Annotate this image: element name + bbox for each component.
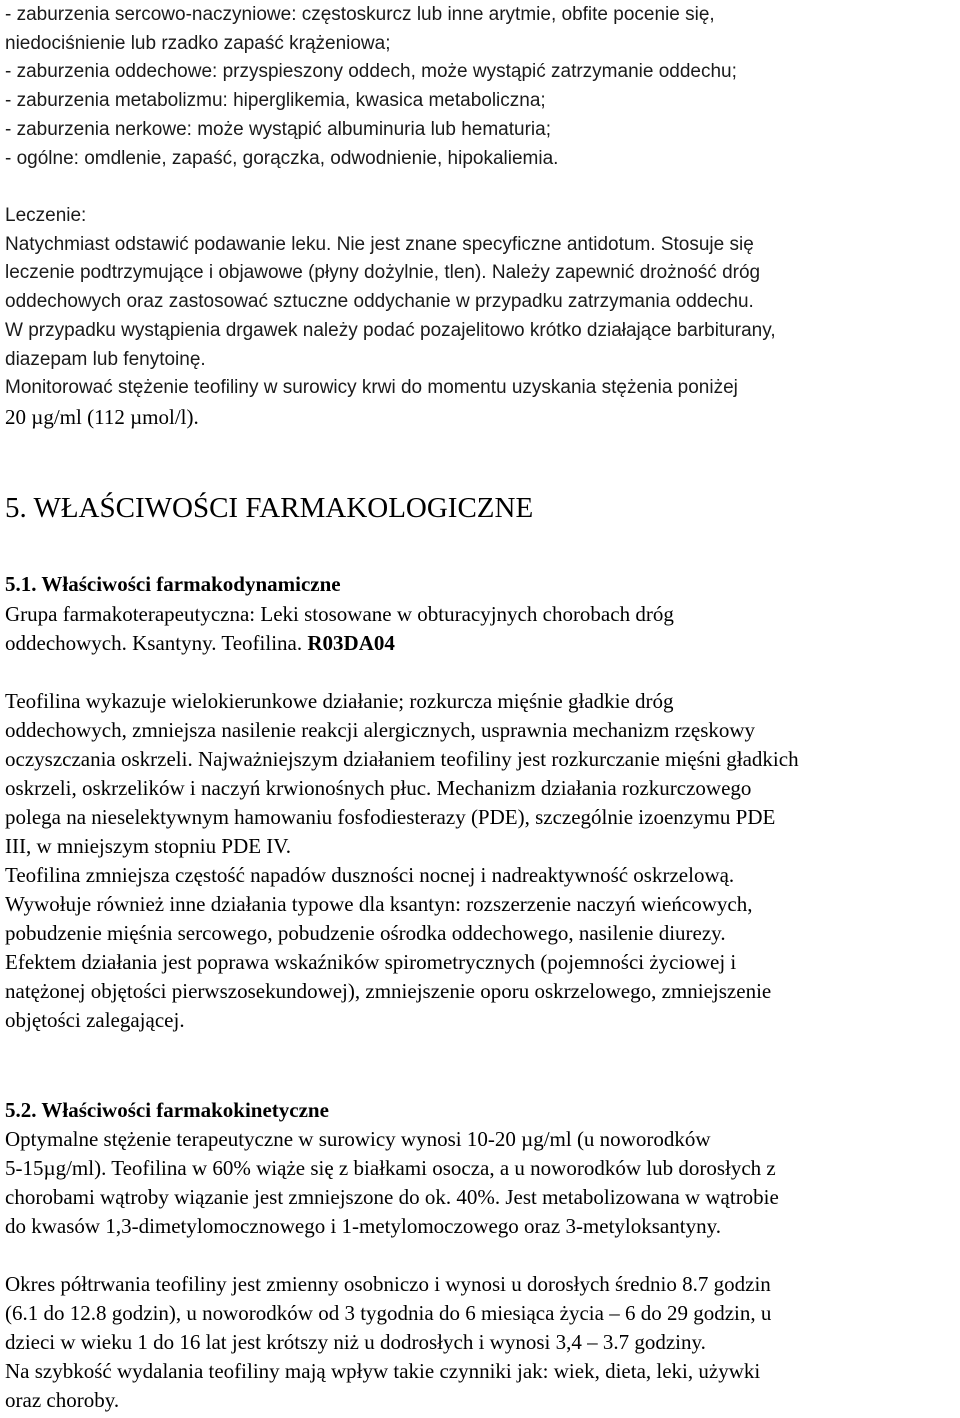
symptom-line: - zaburzenia nerkowe: może wystąpić albuminuria lub hematuria; <box>5 119 551 140</box>
section-5-2-title <box>5 1096 329 1125</box>
symptom-line: - zaburzenia sercowo-naczyniowe: częstoskurcz lub inne arytmie, obfite pocenie się, <box>5 4 715 25</box>
section-5-1-title <box>5 570 341 599</box>
pharmacodynamics-line: oddechowych, zmniejsza nasilenie reakcji alergicznych, usprawnia mechanizm rzęskowy <box>5 718 756 742</box>
pharmacodynamics-line: pobudzenie mięśnia sercowego, pobudzenie ośrodka oddechowego, nasilenie diurezy. <box>5 921 726 945</box>
pharmacodynamics-line: Teofilina zmniejsza częstość napadów duszności nocnej i nadreaktywność oskrzelową. <box>5 863 735 887</box>
pharmacokinetics-line: Optymalne stężenie terapeutyczne w surowicy wynosi 10-20 µg/ml (u noworodków <box>5 1127 711 1151</box>
pharmacotherapeutic-group-line: Grupa farmakoterapeutyczna: Leki stosowane w obturacyjnych chorobach dróg <box>5 602 674 626</box>
pharmacodynamics-line: Efektem działania jest poprawa wskaźników spirometrycznych (pojemności życiowej i <box>5 950 737 974</box>
pharmacokinetics-line: dzieci w wieku 1 do 16 lat jest krótszy niż u dodrosłych i wynosi 3,4 – 3.7 godziny. <box>5 1330 706 1354</box>
pharmacokinetics-line: do kwasów 1,3-dimetylomocznowego i 1-metylomoczowego oraz 3-metyloksantyny. <box>5 1214 721 1238</box>
pharmacokinetics-line: oraz choroby. <box>5 1388 120 1412</box>
pharmacokinetics-line: chorobami wątroby wiązanie jest zmniejszone do ok. 40%. Jest metabolizowana w wątrobie <box>5 1185 779 1209</box>
pharmacodynamics-line: III, w mniejszym stopniu PDE IV. <box>5 834 292 858</box>
section-5-1-title-text: 5.1. Właściwości farmakodynamiczne <box>5 572 341 596</box>
treatment-line: Natychmiast odstawić podawanie leku. Nie jest znane specyficzne antidotum. Stosuje się <box>5 234 754 255</box>
pharmacodynamics-line: natężonej objętości pierwszosekundowej), zmniejszenie oporu oskrzelowego, zmniejszenie <box>5 979 772 1003</box>
pharmacodynamics-line: oskrzeli, oskrzelików i naczyń krwionośnych płuc. Mechanizm działania rozkurczowego <box>5 776 752 800</box>
symptom-line: - ogólne: omdlenie, zapaść, gorączka, odwodnienie, hipokaliemia. <box>5 148 559 169</box>
pharmacodynamics-line: Teofilina wykazuje wielokierunkowe działanie; rozkurcza mięśnie gładkie dróg <box>5 689 674 713</box>
pharmacokinetics-line: Okres półtrwania teofiliny jest zmienny osobniczo i wynosi u dorosłych średnio 8.7 godzin <box>5 1272 771 1296</box>
section-5-2-title-text: 5.2. Właściwości farmakokinetyczne <box>5 1098 329 1122</box>
treatment-line: Monitorować stężenie teofiliny w surowicy krwi do momentu uzyskania stężenia poniżej <box>5 377 738 398</box>
pharmacokinetics-line: (6.1 do 12.8 godzin), u noworodków od 3 tygodnia do 6 miesiąca życia – 6 do 29 godzin, u <box>5 1301 772 1325</box>
treatment-line: oddechowych oraz zastosować sztuczne oddychanie w przypadku zatrzymania oddechu. <box>5 291 754 312</box>
treatment-line: 20 µg/ml (112 µmol/l). <box>5 405 199 429</box>
treatment-line: W przypadku wystąpienia drgawek należy podać pozajelitowo krótko działające barbiturany, <box>5 320 776 341</box>
atc-code: R03DA04 <box>307 631 395 655</box>
treatment-heading: Leczenie: <box>5 205 87 226</box>
treatment-line: diazepam lub fenytoinę. <box>5 349 206 370</box>
section-5-title: 5. WŁAŚCIWOŚCI FARMAKOLOGICZNE <box>5 492 534 524</box>
pharmacokinetics-line: Na szybkość wydalania teofiliny mają wpływ takie czynniki jak: wiek, dieta, leki, używki <box>5 1359 761 1383</box>
pharmacokinetics-line: 5-15µg/ml). Teofilina w 60% wiąże się z białkami osocza, a u noworodków lub dorosłych z <box>5 1156 776 1180</box>
pharmacodynamics-line: Wywołuje również inne działania typowe dla ksantyn: rozszerzenie naczyń wieńcowych, <box>5 892 753 916</box>
symptom-line: - zaburzenia metabolizmu: hiperglikemia, kwasica metaboliczna; <box>5 90 546 111</box>
symptom-line: - zaburzenia oddechowe: przyspieszony oddech, może wystąpić zatrzymanie oddechu; <box>5 61 737 82</box>
pharmacotherapeutic-group-line <box>5 629 395 658</box>
symptom-line: niedociśnienie lub rzadko zapaść krążeniowa; <box>5 33 391 54</box>
group-line-text: oddechowych. Ksantyny. Teofilina. <box>5 631 308 655</box>
pharmacodynamics-line: polega na nieselektywnym hamowaniu fosfodiesterazy (PDE), szczególnie izoenzymu PDE <box>5 805 776 829</box>
treatment-line: leczenie podtrzymujące i objawowe (płyny dożylnie, tlen). Należy zapewnić drożność dróg <box>5 262 761 283</box>
pharmacodynamics-line: objętości zalegającej. <box>5 1008 185 1032</box>
pharmacodynamics-line: oczyszczania oskrzeli. Najważniejszym działaniem teofiliny jest rozkurczanie mięśni gładkich <box>5 747 799 771</box>
